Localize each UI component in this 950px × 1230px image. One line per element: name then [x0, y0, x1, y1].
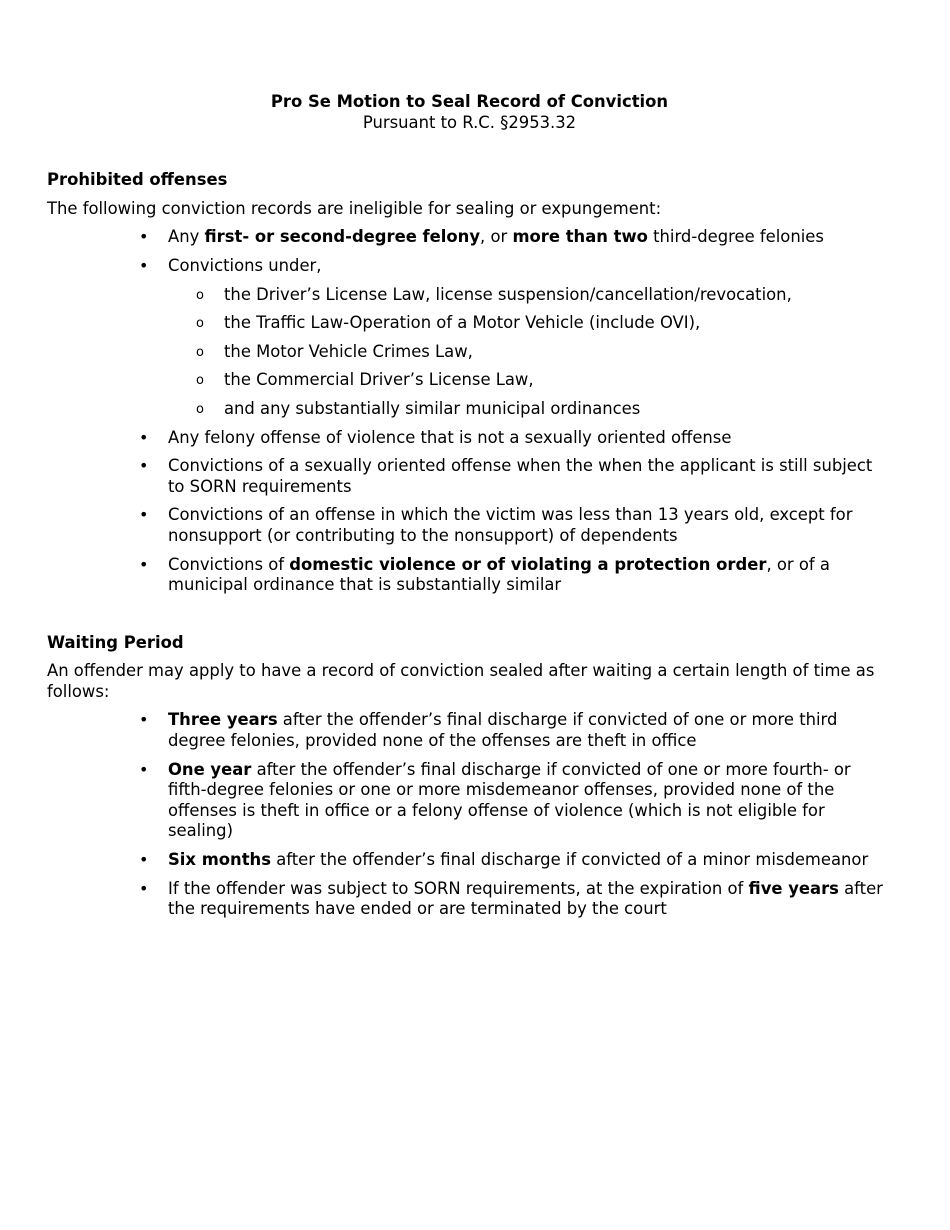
bullet-icon: •: [139, 505, 149, 525]
item-emphasis: domestic violence or of violating a protection order: [289, 554, 767, 574]
sub-list-item: [196, 341, 892, 363]
list-item: [139, 456, 892, 497]
sub-bullet-icon: o: [196, 344, 204, 360]
item-text: Convictions of an offense in which the victim was less than 13 years old, except for nonsupport (or contributing to the nonsupport) of dependents: [168, 505, 853, 545]
item-text: , or of a municipal ordinance that is substantially similar: [168, 554, 830, 595]
item-text: after the offender’s final discharge if convicted of a minor misdemeanor: [270, 850, 869, 870]
list-item: [139, 505, 892, 546]
document-page: [47, 92, 892, 920]
sub-item-text: the Commercial Driver’s License Law,: [224, 370, 534, 390]
bullet-icon: •: [139, 227, 149, 247]
item-emphasis: five years: [748, 878, 839, 898]
list-item: [139, 255, 892, 420]
item-emphasis: One year: [168, 759, 252, 779]
item-text: Convictions of a sexually oriented offense when the when the applicant is still subject to SORN requirements: [168, 456, 873, 496]
sub-list-item: [196, 398, 892, 420]
sub-bullet-icon: o: [196, 316, 204, 332]
title-block: [47, 92, 892, 133]
bullet-icon: •: [139, 554, 149, 574]
bullet-icon: •: [139, 710, 149, 730]
list-item: [139, 554, 892, 596]
prohibited-section: [47, 170, 892, 596]
waiting-heading: Waiting Period: [47, 632, 184, 652]
sub-bullet-icon: o: [196, 401, 204, 417]
item-emphasis: Six months: [168, 850, 271, 870]
item-text: after the offender’s final discharge if convicted of one or more third degree felonies, provided none of the offenses are theft in office: [168, 710, 838, 751]
item-emphasis: first- or second-degree felony: [204, 227, 481, 247]
bullet-icon: •: [139, 427, 149, 447]
prohibited-heading: Prohibited offenses: [47, 170, 228, 190]
item-text: Convictions of: [168, 554, 290, 574]
item-text: If the offender was subject to SORN requirements, at the expiration of: [168, 878, 749, 898]
item-text: Any: [168, 227, 205, 247]
sub-item-text: the Traffic Law-Operation of a Motor Vehicle (include OVI),: [224, 313, 701, 333]
sub-item-text: the Motor Vehicle Crimes Law,: [224, 341, 473, 361]
item-text: Any felony offense of violence that is not a sexually oriented offense: [168, 427, 732, 447]
list-item: [139, 427, 892, 449]
item-emphasis: more than two: [512, 227, 648, 247]
bullet-icon: •: [139, 255, 149, 275]
list-item: [139, 710, 892, 751]
waiting-intro: An offender may apply to have a record of conviction sealed after waiting a certain length of time as follows:: [47, 661, 875, 701]
item-emphasis: Three years: [168, 710, 278, 730]
bullet-icon: •: [139, 878, 149, 898]
item-text: third-degree felonies: [647, 227, 824, 247]
list-item: [139, 878, 892, 920]
item-text: Convictions under,: [168, 255, 322, 275]
bullet-icon: •: [139, 759, 149, 779]
sub-list-item: [196, 284, 892, 306]
prohibited-intro: The following conviction records are ineligible for sealing or expungement:: [47, 198, 662, 218]
sub-list-item: [196, 370, 892, 391]
waiting-list: [47, 710, 892, 919]
document-title: Pro Se Motion to Seal Record of Conviction: [270, 92, 669, 111]
sub-bullet-icon: o: [196, 287, 204, 303]
waiting-section: [47, 633, 892, 920]
item-text: after the offender’s final discharge if convicted of one or more fourth- or fifth-degree felonies or one or more misdemeanor offenses, provided none of the offenses is theft in office or a felony offense of violence (which is not eligible for sealing): [168, 759, 851, 841]
item-text: after the requirements have ended or are terminated by the court: [168, 878, 883, 919]
list-item: [139, 850, 892, 871]
sub-item-text: and any substantially similar municipal ordinances: [224, 398, 641, 418]
bullet-icon: •: [139, 456, 149, 476]
list-item: [139, 759, 892, 842]
prohibited-list: [47, 227, 892, 595]
sub-list: [168, 285, 892, 420]
sub-bullet-icon: o: [196, 373, 204, 389]
sub-list-item: [196, 313, 892, 334]
list-item: [139, 227, 892, 248]
sub-item-text: the Driver’s License Law, license suspension/cancellation/revocation,: [224, 284, 792, 304]
item-text: , or: [480, 227, 513, 247]
bullet-icon: •: [139, 850, 149, 870]
document-subtitle: Pursuant to R.C. §2953.32: [362, 112, 577, 132]
